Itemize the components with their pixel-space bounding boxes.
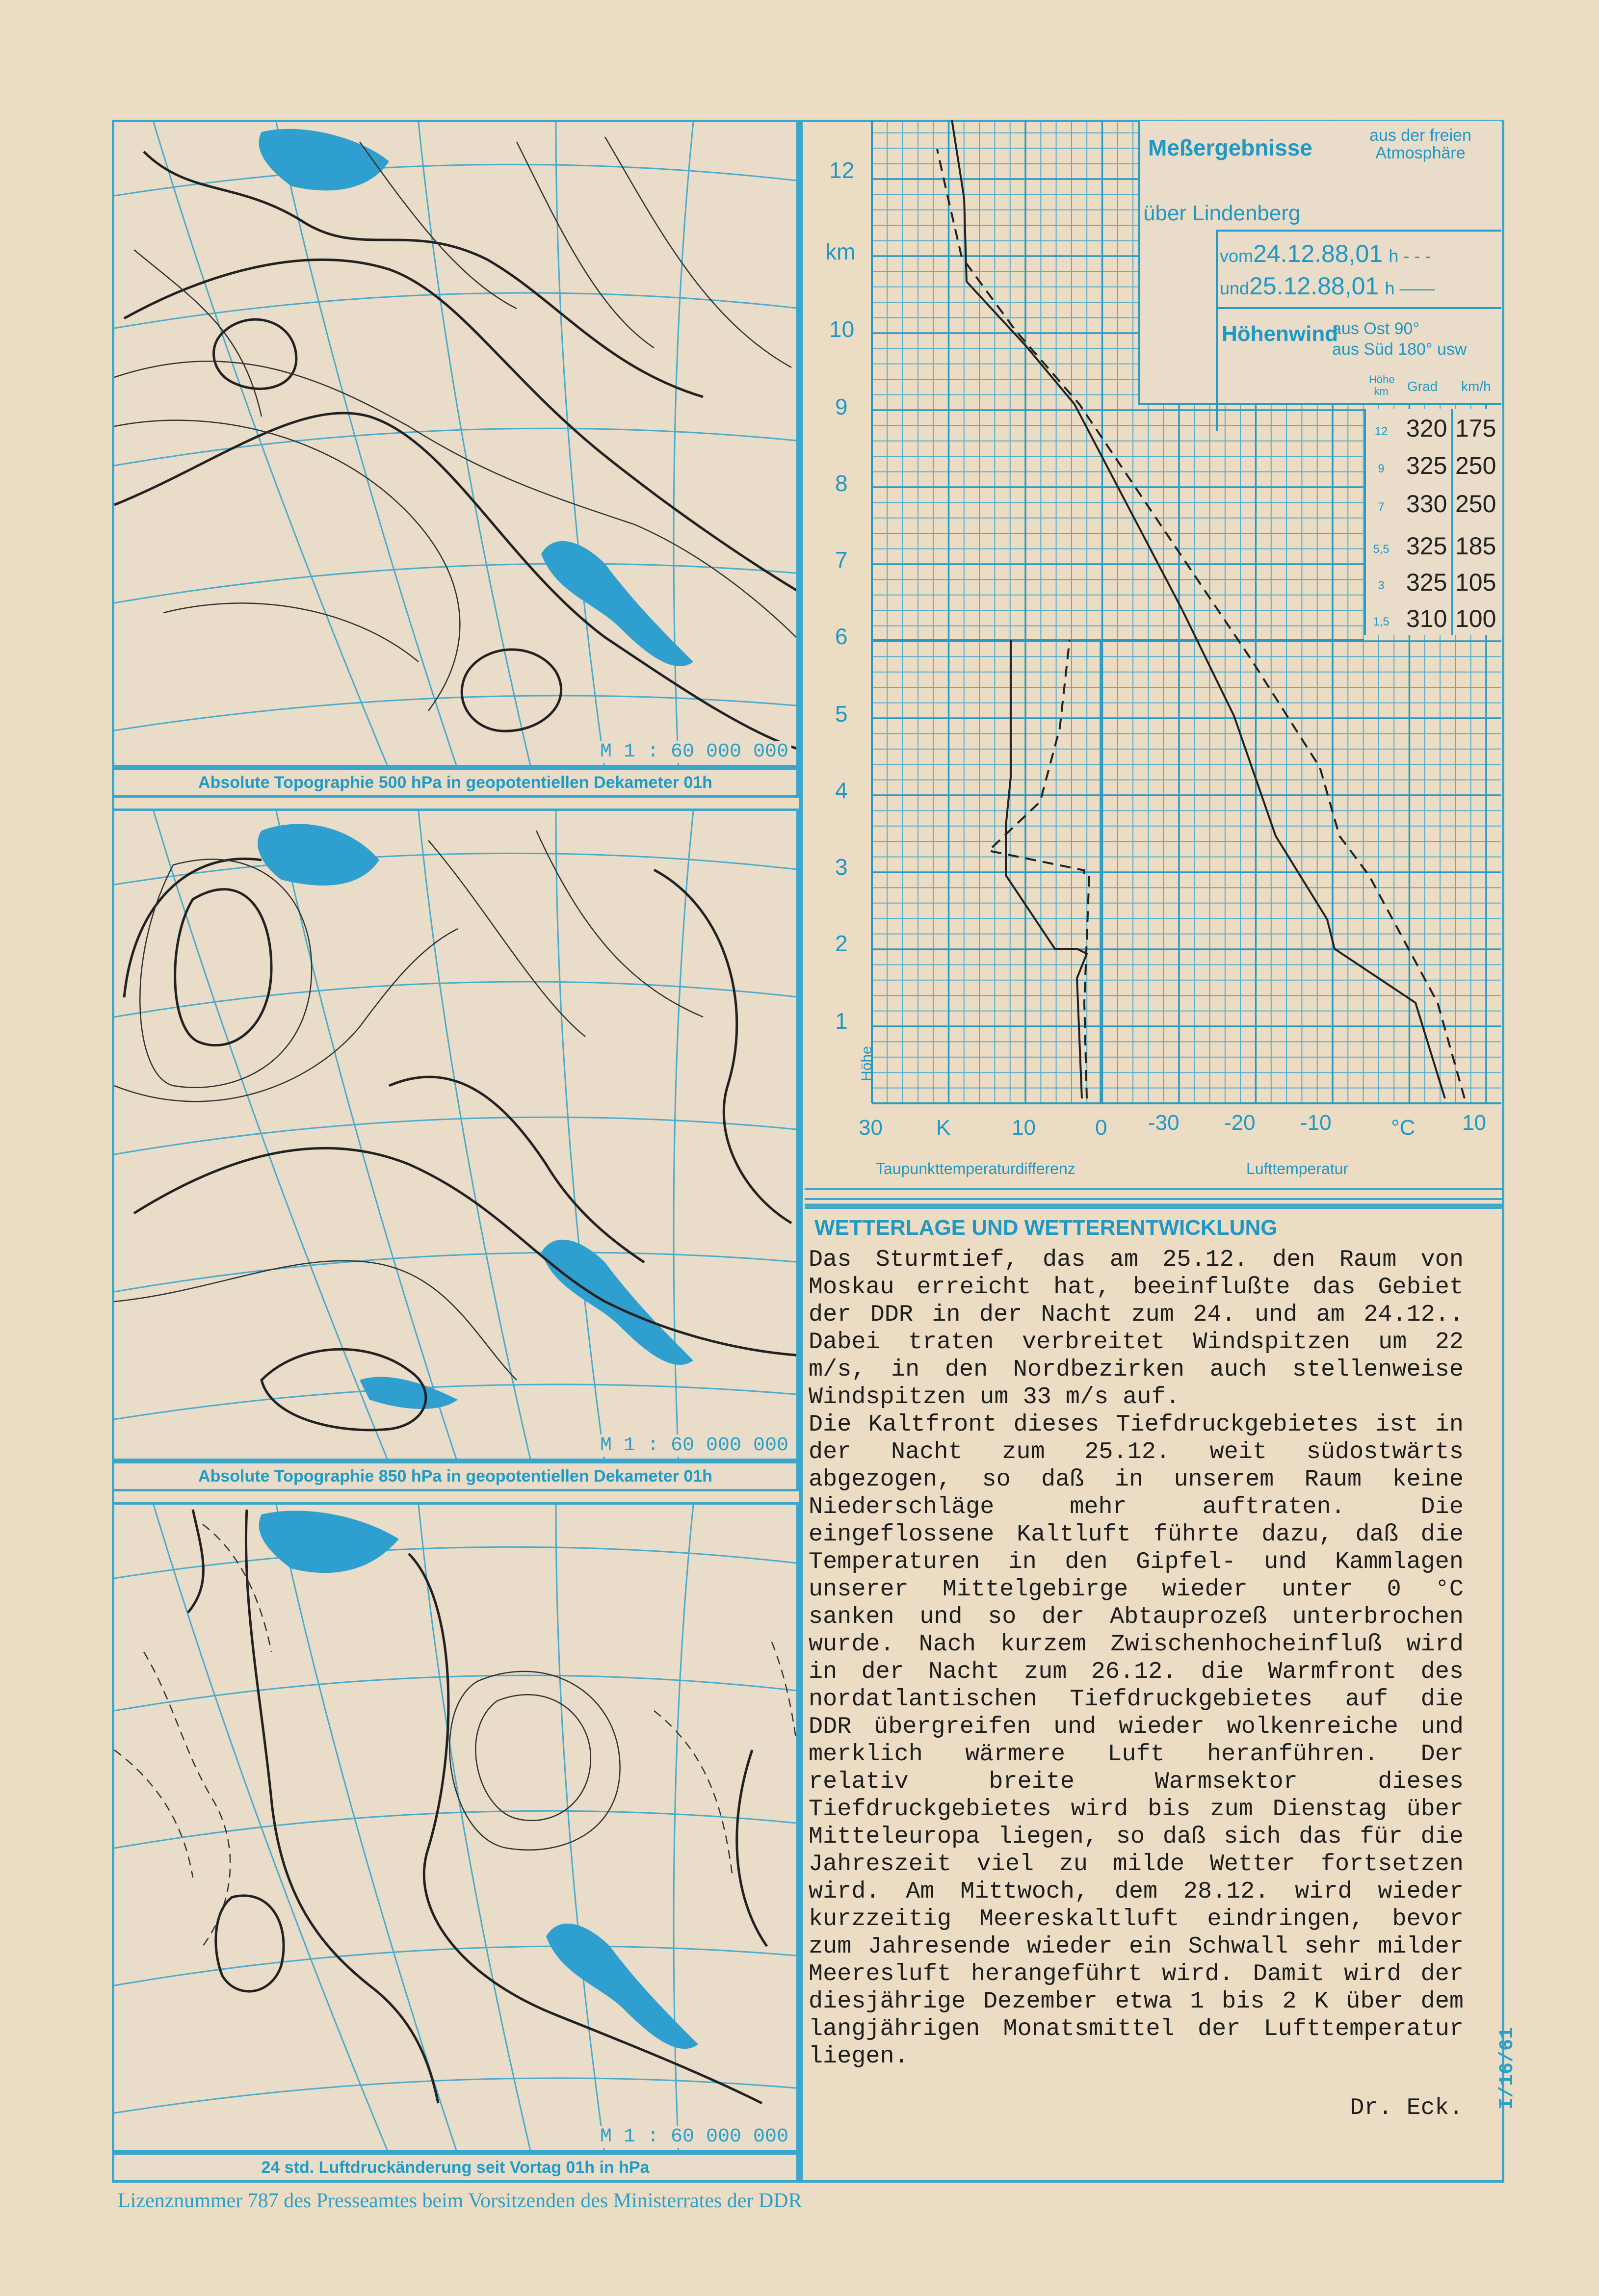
x-tick-30: 30 <box>859 1116 883 1140</box>
sounding-diagram <box>805 120 1504 1206</box>
wind-header-rule <box>1216 307 1501 309</box>
legend-from-date: 24.12.88,01 <box>1253 240 1383 267</box>
legend-location: über Lindenberg <box>1143 201 1301 225</box>
article-paragraph-2: Die Kaltfront dieses Tiefdruckgebietes ist in der Nacht zum 25.12. weit südostwärts abgezogen, so daß in unserem Raum keine Niederschläge mehr auftraten. Die eingeflossene Kaltluft führte dazu, daß die Temperaturen in den Gipfel- und Kammlagen unserer Mittelgebirge wieder unter 0 °C sanken und so der Abtauprozeß unterbrochen wurde. Nach kurzem Zwischenhocheinfluß wird in der Nacht zum 26.12. die Warmfront des nordatlantischen Tiefdruckgebietes auf die DDR übergreifen und wieder wolkenreiche und merklich wärmere Luft heranführen. Der relativ breite Warmsektor dieses Tiefdruckgebietes wird bis zum Dienstag über Mitteleuropa liegen, so daß sich das für die Jahreszeit viel zu milde Wetter fortsetzen wird. Am Mittwoch, dem 28.12. wird wieder kurzzeitig Meereskaltluft eindringen, bevor zum Jahresende wieder ein Schwall sehr milder Meeresluft herangeführt wird. Damit wird der diesjährige Dezember etwa 1 bis 2 K über dem langjährigen Monatsmittel der Lufttemperatur liegen. <box>809 1411 1464 2070</box>
legend-and-prefix: und <box>1220 278 1250 298</box>
wind-note-1: aus Ost 90° <box>1332 319 1420 338</box>
legend-title-right: aus der freien Atmosphäre <box>1369 126 1471 162</box>
wind-row-kmh: 250 <box>1455 452 1496 479</box>
legend-and-suffix: h —— <box>1385 278 1435 298</box>
x-tick-degc: °C <box>1391 1116 1416 1140</box>
wind-row-grad: 325 <box>1406 569 1447 596</box>
map-850hpa-scale: M 1 : 60 000 000 <box>597 1435 791 1457</box>
y-tick-9: 9 <box>835 394 848 419</box>
column-divider <box>799 120 803 2183</box>
wind-table <box>1364 409 1502 635</box>
wind-row-kmh: 100 <box>1455 605 1496 632</box>
legend-and <box>1220 272 1435 300</box>
wind-row-height: 7 <box>1378 500 1385 514</box>
map-850hpa <box>112 809 799 1461</box>
article-title: WETTERLAGE UND WETTERENTWICKLUNG <box>814 1216 1278 1240</box>
wind-col-kmh: km/h <box>1461 379 1491 394</box>
wind-row-kmh: 250 <box>1455 490 1496 518</box>
map-pressure-change-scale: M 1 : 60 000 000 <box>597 2126 791 2148</box>
license-note: Lizenznummer 787 des Presseamtes beim Vorsitzenden des Ministerrates der DDR <box>118 2190 802 2212</box>
map-pressure-change <box>112 1502 799 2152</box>
wind-row-kmh: 185 <box>1455 532 1496 560</box>
wind-row-kmh: 105 <box>1455 569 1496 596</box>
wind-row-height: 1,5 <box>1373 615 1389 628</box>
legend-title: Meßergebnisse <box>1148 135 1312 160</box>
y-tick-6: 6 <box>835 624 848 649</box>
wind-col-grad: Grad <box>1407 379 1438 394</box>
y-tick-7: 7 <box>835 547 848 573</box>
y-tick-2: 2 <box>835 931 848 956</box>
y-tick-1: 1 <box>835 1008 848 1034</box>
y-tick-3: 3 <box>835 854 848 880</box>
article-body <box>809 1246 1464 2070</box>
x-tick-k: K <box>936 1116 951 1140</box>
map-500hpa-drawing <box>114 122 799 767</box>
wind-row-height: 5,5 <box>1373 543 1389 556</box>
wind-row-grad: 325 <box>1406 532 1447 560</box>
map-500hpa <box>112 120 799 767</box>
map-500hpa-scale: M 1 : 60 000 000 <box>597 741 791 763</box>
wind-table-divider <box>1451 409 1453 635</box>
wind-row-height: 9 <box>1378 462 1385 475</box>
wind-row-grad: 310 <box>1406 605 1447 632</box>
wind-title: Höhenwind <box>1222 322 1338 346</box>
y-tick-4: 4 <box>835 778 848 803</box>
legend-from <box>1220 239 1431 268</box>
wind-row-height: 12 <box>1374 425 1388 438</box>
km-label: km <box>825 239 856 264</box>
map-pressure-change-caption: 24 std. Luftdruckänderung seit Vortag 01h in hPa <box>112 2152 799 2183</box>
hoehe-label: Höhe <box>859 1046 875 1081</box>
article-signature: Dr. Eck. <box>1350 2095 1463 2121</box>
legend-from-suffix: h - - - <box>1389 246 1431 266</box>
page-code: I/16/61 <box>1496 2027 1519 2110</box>
x-label-dewpoint: Taupunkttemperaturdifferenz <box>876 1160 1075 1177</box>
y-tick-12: 12 <box>829 157 855 183</box>
y-tick-10: 10 <box>829 316 855 342</box>
x-tick-0: 0 <box>1095 1116 1107 1140</box>
wind-row-grad: 320 <box>1406 415 1447 442</box>
x-tick-minus20: -20 <box>1224 1111 1256 1135</box>
x-tick-minus10: -10 <box>1300 1111 1332 1135</box>
wind-row-kmh: 175 <box>1455 415 1496 442</box>
x-label-temperature: Lufttemperatur <box>1246 1160 1349 1177</box>
wind-row-grad: 330 <box>1406 490 1447 518</box>
map-850hpa-caption: Absolute Topographie 850 hPa in geopotentiellen Dekameter 01h <box>112 1461 799 1491</box>
map-500hpa-caption: Absolute Topographie 500 hPa in geopotentiellen Dekameter 01h <box>112 767 799 798</box>
y-tick-8: 8 <box>835 470 848 496</box>
x-tick-minus30: -30 <box>1148 1111 1180 1135</box>
legend-from-prefix: vom <box>1220 246 1254 266</box>
map-pressure-change-drawing <box>114 1505 799 2152</box>
wind-col-height: Höhe km <box>1369 373 1395 397</box>
article-paragraph-1: Das Sturmtief, das am 25.12. den Raum von Moskau erreicht hat, beeinflußte das Gebiet der DDR in der Nacht zum 24. und am 24.12.. Dabei traten verbreitet Windspitzen um 22 m/s, in den Nordbezirken auch stellenweise Windspitzen um 33 m/s auf. <box>809 1246 1464 1410</box>
map-850hpa-drawing <box>114 811 799 1461</box>
y-tick-5: 5 <box>835 701 848 727</box>
legend-and-date: 25.12.88,01 <box>1249 272 1379 300</box>
wind-note-2: aus Süd 180° usw <box>1332 340 1467 359</box>
wind-row-height: 3 <box>1378 579 1385 592</box>
article-rule <box>805 1206 1504 1209</box>
x-tick-10-left: 10 <box>1012 1116 1036 1140</box>
x-tick-10-right: 10 <box>1462 1111 1486 1135</box>
wind-row-grad: 325 <box>1406 452 1447 479</box>
